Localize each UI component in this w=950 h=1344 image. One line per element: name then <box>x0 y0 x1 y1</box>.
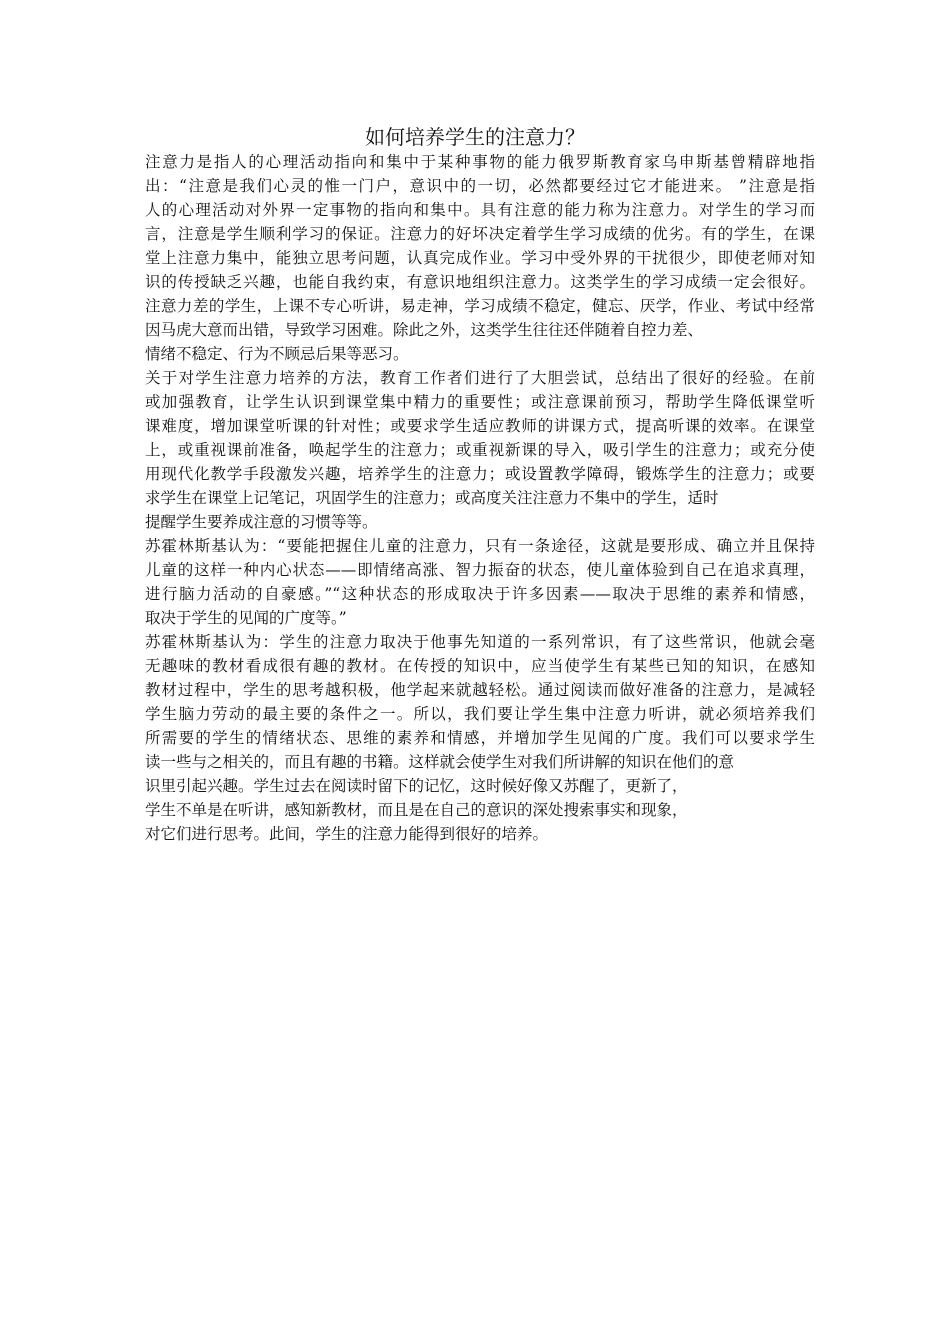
text-line: 求学生在课堂上记笔记，巩固学生的注意力；或高度关注注意力不集中的学生，适时 <box>145 489 719 507</box>
text-line: 学生脑力劳动的最主要的条件之一。所以，我们要让学生集中注意力听讲，就必须培养我们 <box>145 705 815 723</box>
text-line: 上，或重视课前准备，唤起学生的注意力；或重视新课的导入，吸引学生的注意力；或充分使 <box>145 441 815 459</box>
text-line: 人的心理活动对外界一定事物的指向和集中。具有注意的能力称为注意力。对学生的学习而 <box>145 201 815 219</box>
text-line: 因马虎大意而出错，导致学习困难。除此之外，这类学生往往还伴随着自控力差、 <box>145 321 704 339</box>
text-line: 堂上注意力集中，能独立思考问题，认真完成作业。学习中受外界的干扰很少，即使老师对知 <box>145 249 815 267</box>
text-line: 取决于学生的见闻的广度等。” <box>145 609 347 627</box>
text-line: 所需要的学生的情绪状态、思维的素养和情感，并增加学生见闻的广度。我们可以要求学生 <box>145 729 815 747</box>
text-line: 关于对学生注意力培养的方法，教育工作者们进行了大胆尝试，总结出了很好的经验。在前 <box>145 369 815 387</box>
text-line: 苏霍林斯基认为：学生的注意力取决于他事先知道的一系列常识，有了这些常识，他就会毫 <box>145 633 815 651</box>
text-line: 注意力差的学生，上课不专心听讲，易走神，学习成绩不稳定，健忘、厌学，作业、考试中经常 <box>145 297 815 315</box>
text-line: 识里引起兴趣。学生过去在阅读时留下的记忆，这时候好像又苏醒了，更新了， <box>145 777 688 795</box>
text-line: 进行脑力活动的自豪感。”“这种状态的形成取决于许多因素——取决于思维的素养和情感， <box>145 585 815 603</box>
text-line: 无趣味的教材看成很有趣的教材。在传授的知识中，应当使学生有某些已知的知识，在感知 <box>145 657 815 675</box>
text-line: 课难度，增加课堂听课的针对性；或要求学生适应教师的讲课方式，提高听课的效率。在课堂 <box>145 417 815 435</box>
text-line: 言，注意是学生顺利学习的保证。注意力的好坏决定着学生学习成绩的优劣。有的学生，在课 <box>145 225 815 243</box>
text-line: 识的传授缺乏兴趣，也能自我约束，有意识地组织注意力。这类学生的学习成绩一定会很好。 <box>145 273 815 291</box>
text-line: 教材过程中，学生的思考越积极，他学起来就越轻松。通过阅读而做好准备的注意力，是减轻 <box>145 681 815 699</box>
text-line: 儿童的这样一种内心状态——即情绪高涨、智力振奋的状态，使儿童体验到自己在追求真理， <box>145 561 815 579</box>
text-line: 苏霍林斯基认为：“要能把握住儿童的注意力，只有一条途径，这就是要形成、确立并且保持 <box>145 537 815 555</box>
text-line: 读一些与之相关的，而且有趣的书籍。这样就会使学生对我们所讲解的知识在他们的意 <box>145 753 735 771</box>
text-line: 用现代化教学手段激发兴趣，培养学生的注意力；或设置教学障碍，锻炼学生的注意力；或要 <box>145 465 815 483</box>
page-title: 如何培养学生的注意力？ <box>365 125 585 149</box>
text-line: 提醒学生要养成注意的习惯等等。 <box>145 513 378 531</box>
text-line: 出：“注意是我们心灵的惟一门户，意识中的一切，必然都要经过它才能进来。 ”注意是指 <box>145 177 815 195</box>
text-line: 或加强教育，让学生认识到课堂集中精力的重要性；或注意课前预习，帮助学生降低课堂听 <box>145 393 815 411</box>
document-body <box>145 150 815 846</box>
text-line: 学生不单是在听讲，感知新教材，而且是在自己的意识的深处搜索事实和现象， <box>145 801 688 819</box>
text-line: 对它们进行思考。此间，学生的注意力能得到很好的培养。 <box>145 825 549 843</box>
text-line: 注意力是指人的心理活动指向和集中于某种事物的能力俄罗斯教育家乌申斯基曾精辟地指 <box>145 153 815 171</box>
text-line: 情绪不稳定、行为不顾忌后果等恶习。 <box>145 345 409 363</box>
